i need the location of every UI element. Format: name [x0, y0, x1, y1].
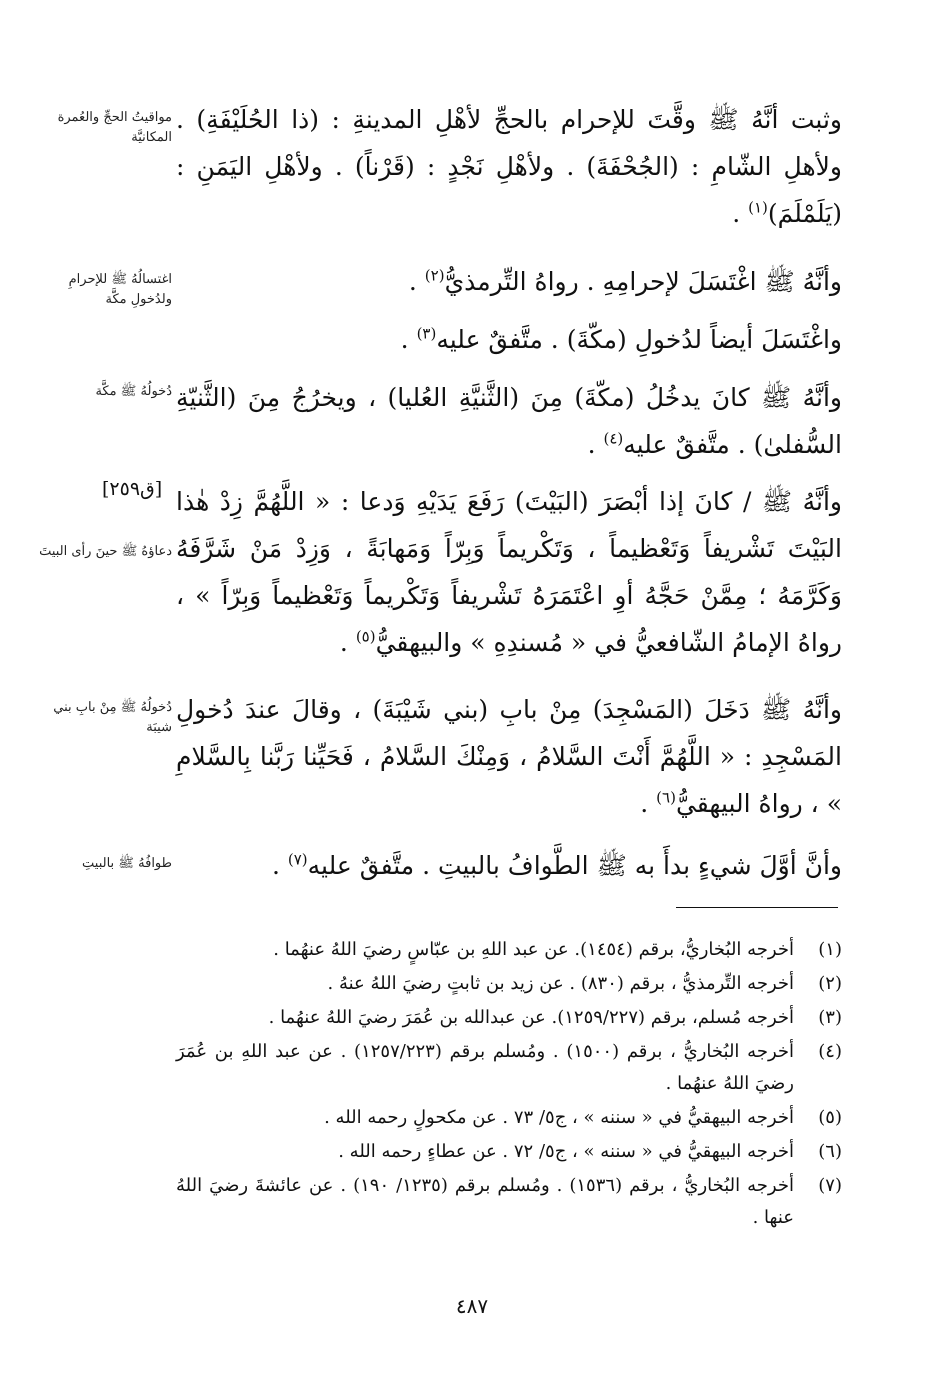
footnote-number: (١) [818, 939, 842, 960]
footnote-ref[interactable]: (٣) [416, 324, 437, 343]
paragraph-tawaf: وأنَّ أوَّلَ شيءٍ بدأَ به ﷺ الطَّوافُ بالبيتِ . متَّفقٌ عليه$^{(٧)}$ . [271, 850, 842, 880]
footnote-ref[interactable]: (٧) [287, 850, 308, 869]
margin-note-bab-shaybah: دُخولُهُ ﷺ مِنْ بابِ بني شيبَة [53, 700, 172, 735]
footnote-text: أخرجه البُخاريُّ ، برقم (١٥٣٦) . ومُسلم برقم (١٢٣٥/ ١٩٠) . عن عائشةَ رضيَ اللهُ عنها . [176, 1175, 794, 1228]
footnote-text: أخرجه البُخاريُّ، برقم (١٤٥٤). عن عبد اللهِ بن عبّاسٍ رضيَ اللهُ عنهُما . [273, 939, 794, 960]
footnote-number: (٥) [818, 1107, 842, 1128]
footnote-ref[interactable]: (٦) [656, 788, 676, 807]
footnote-text: أخرجه البُخاريُّ ، برقم (١٥٠٠) . ومُسلم برقم (١٢٥٧/٢٢٣) . عن عبد اللهِ بن عُمَرَ رضيَ اللهُ عنهُما . [176, 1041, 795, 1094]
folio-marker: [ق٢٥٩] [102, 478, 163, 500]
paragraph-entering-makkah: وأنَّهُ ﷺ كانَ يدخُلُ (مكّةَ) مِنَ (الثَّنيَّةِ العُليا) ، ويخرُجُ مِنَ (الثَّنيّةِ السُّفلىٰ) . متَّفقٌ عليه$^{(٤)}$ . [176, 383, 842, 459]
footnote-ref[interactable]: (٥) [355, 627, 376, 646]
footnote-number: (٢) [818, 973, 842, 994]
margin-note-tawaf: طوافُهُ ﷺ بالبيتِ [82, 856, 172, 871]
footnote-number: (٦) [818, 1141, 842, 1162]
paragraph-ghusl-ihram: وأنَّهُ ﷺ اغْتَسَلَ لإحرامِهِ . رواهُ التِّرمذيُّ$^{(٢)}$ . [408, 266, 842, 296]
paragraph-entering-masjid: وأنَّهُ ﷺ دَخَلَ (المَسْجِدَ) مِنْ بابِ (بني شَيْبَةَ) ، وقالَ عندَ دُخولِ المَسْجِدِ : « اللَّهُمَّ أَنْتَ السَّلامُ ، وَمِنْكَ السَّلامُ ، فَحَيِّنا رَبَّنا بِالسَّلامِ » ، رواهُ البيهقيُّ$^{(٦)}$ . [176, 695, 842, 818]
paragraph-text: وثبت أنَّهُ ﷺ وقَّتَ للإحرام بالحجِّ لأهْلِ المدينةِ : (ذا الحُلَيْفَةِ) . ولأهلِ الشّامِ : (الجُحْفَةَ) . ولأهْلِ نَجْدٍ : (قَرْناً) . ولأهْلِ اليَمَنِ : (يَلَمْلَمَ)$^{(١)}$ . [176, 105, 842, 228]
paragraph-ghusl-makkah: واغْتَسَلَ أيضاً لدُخولِ (مكّةَ) . متَّفقٌ عليه$^{(٣)}$ . [400, 324, 842, 354]
footnote-text: أخرجه التِّرمذيُّ ، برقم (٨٣٠) . عن زيد بن ثابتٍ رضيَ اللهُ عنهُ . [327, 973, 794, 994]
margin-note-entering-makkah: دُخولُهُ ﷺ مكَّة [95, 384, 172, 399]
footnote-number: (٤) [818, 1041, 842, 1062]
footnote-ref[interactable]: (٢) [424, 266, 445, 285]
margin-note-ghusl: اغتسالُهُ ﷺ للإحرامِ ولدُخولِ مكَّة [68, 272, 172, 307]
footnote-number: (٧) [818, 1175, 842, 1196]
paragraph-dua-seeing-kaaba: وأنَّهُ ﷺ / كانَ إذا أبْصَرَ (البَيْتَ) رَفَعَ يَدَيْهِ وَدعا : « اللَّهُمَّ زِدْ هٰذا البَيْتَ تَشْريفاً وَتَعْظيماً ، وَتَكْريماً وَبِرّاً وَمَهابَةً ، وَزِدْ مَنْ شَرَّفَهُ وَكَرَّمَهُ ؛ مِمَّنْ حَجَّهُ أوِ اعْتَمَرَهُ تَشْريفاً وَتَكْريماً وَتَعْظيماً وَبِرّاً » ، رواهُ الإمامُ الشّافعيُّ في « مُسندِهِ » والبيهقيُّ$^{(٥)}$ . [176, 487, 842, 657]
footnote-item [176, 968, 842, 1000]
footnote-item [176, 934, 842, 966]
footnote-number: (٣) [818, 1007, 842, 1028]
footnote-text: أخرجه البيهقيُّ في « سننه » ، ج٥/ ٧٣ . عن مكحولٍ رحمه الله . [324, 1107, 794, 1128]
footnote-text: أخرجه البيهقيُّ في « سننه » ، ج٥/ ٧٢ . عن عطاءٍ رحمه الله . [338, 1141, 794, 1162]
footnote-item [176, 1170, 842, 1234]
footnote-separator [676, 907, 838, 908]
footnote-ref[interactable]: (٤) [603, 429, 624, 448]
margin-note-dua: دعاؤهُ ﷺ حينَ رأى البيتَ [39, 544, 172, 559]
footnote-item [176, 1102, 842, 1134]
footnotes [176, 934, 842, 1236]
footnote-item [176, 1002, 842, 1034]
footnote-ref[interactable]: (١) [748, 198, 768, 217]
footnote-item [176, 1036, 842, 1100]
paragraph-miqat [176, 96, 842, 237]
margin-note-miqat: مواقيتُ الحجِّ والعُمرة المكانيَّة [57, 110, 172, 145]
page-number: ٤٨٧ [455, 1294, 489, 1318]
footnote-item [176, 1136, 842, 1168]
footnote-text: أخرجه مُسلم، برقم (١٢٥٩/٢٢٧). عن عبدالله بن عُمَرَ رضيَ اللهُ عنهُما . [268, 1007, 794, 1028]
